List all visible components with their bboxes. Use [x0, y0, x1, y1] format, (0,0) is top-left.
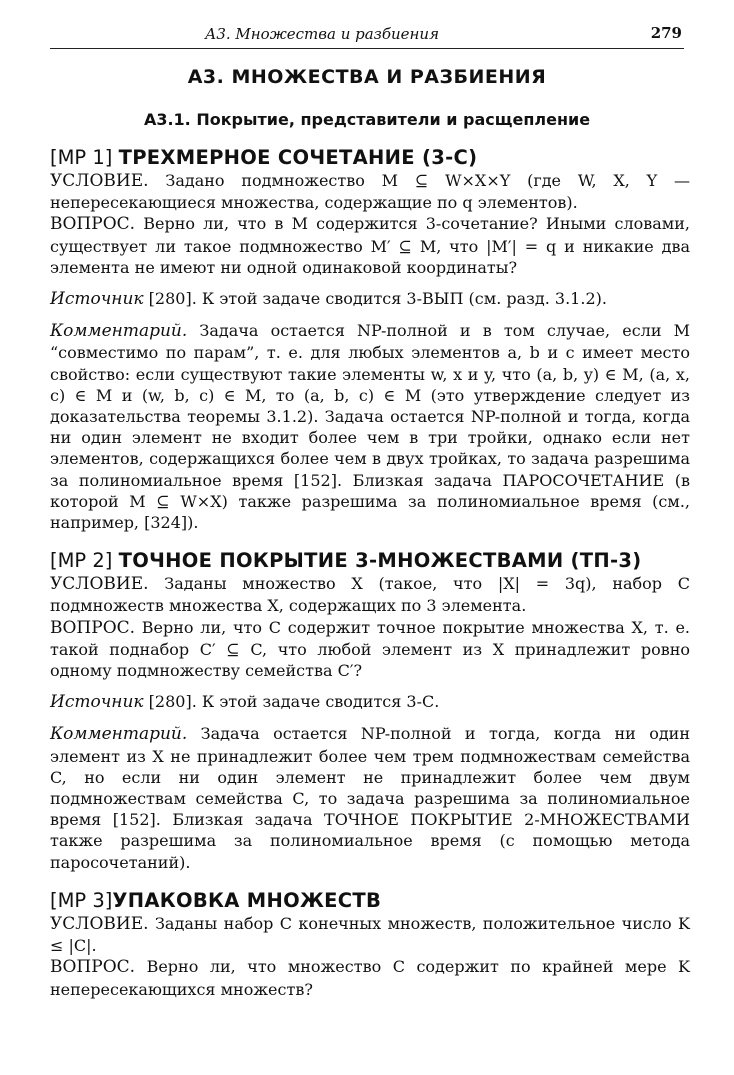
question-text: Верно ли, что C содержит точное покрытие множества X, т. е. такой поднабор C′ ⊆ C, что любой элемент из X принадлежит ровно одному подмножеству семейства C′? [50, 617, 690, 681]
question-text: Верно ли, что множество C содержит по крайней мере K непересекающихся множеств? [50, 957, 690, 999]
condition-label: УСЛОВИЕ. [50, 574, 149, 595]
comment-paragraph [50, 320, 690, 533]
problem-ref: [МР 1] [50, 146, 113, 169]
comment-paragraph [50, 723, 690, 872]
question-label: ВОПРОС. [50, 957, 136, 978]
problem-entry [50, 549, 690, 873]
problem-heading [50, 549, 690, 573]
problem-heading [50, 146, 690, 170]
running-header [50, 24, 684, 49]
comment-text: Задача остается NP-полной и в том случае, если M “совместимо по парам”, т. е. для любых элементов a, b и c имеет место свойство: если существуют такие элементы w, x и y, что (a, b, y) ∈ M, (a, x, c) ∈ M и (w, b, c) ∈ M, то (a, b, c) ∈ M (это утверждение следует из доказательства теоремы 3.1.2). Задача остается NP-полной и тогда, когда ни один элемент не входит более чем в три тройки, однако если нет элементов, содержащихся более чем в двух тройках, то задача разрешима за полиномиальное время [152]. Близкая задача ПАРОСОЧЕТАНИЕ (в которой M ⊆ W×X) также разрешима за полиномиальное время (см., например, [324]). [50, 321, 691, 533]
condition-label: УСЛОВИЕ. [50, 171, 149, 191]
source-text: [280]. К этой задаче сводится 3-ВЫП (см. разд. 3.1.2). [148, 289, 607, 309]
condition-text: Заданы набор C конечных множеств, положительное число K ≤ |C|. [50, 913, 690, 956]
problem-name: ТОЧНОЕ ПОКРЫТИЕ 3-МНОЖЕСТВАМИ (ТП-3) [118, 549, 642, 573]
problem-entry [50, 889, 690, 1000]
problem-ref: [МР 3] [50, 888, 113, 912]
source-label: Источник [50, 289, 144, 310]
source-label: Источник [50, 692, 144, 713]
condition-paragraph [50, 573, 690, 616]
section-title: А3. МНОЖЕСТВА И РАЗБИЕНИЯ [187, 66, 547, 88]
question-paragraph [50, 956, 690, 999]
subsection-title: А3.1. Покрытие, представители и расщепление [143, 110, 591, 129]
problem-name: ТРЕХМЕРНОЕ СОЧЕТАНИЕ (3-С) [118, 146, 478, 169]
comment-label: Комментарий. [50, 321, 188, 342]
source-text: [280]. К этой задаче сводится 3-С. [148, 692, 440, 712]
source-paragraph [50, 288, 690, 310]
question-paragraph [50, 617, 690, 682]
problem-heading [50, 889, 690, 913]
question-label: ВОПРОС. [50, 214, 136, 235]
problem-name: УПАКОВКА МНОЖЕСТВ [112, 888, 382, 912]
running-title: А3. Множества и разбиения [204, 25, 440, 43]
page-number: 279 [650, 24, 682, 42]
source-paragraph [50, 691, 690, 713]
condition-paragraph [50, 913, 690, 956]
question-paragraph [50, 213, 690, 278]
comment-label: Комментарий. [50, 724, 188, 745]
problem-entry [50, 146, 690, 533]
condition-paragraph [50, 170, 690, 213]
page-body [50, 146, 690, 1000]
comment-text: Задача остается NP-полной и тогда, когда ни один элемент из X не принадлежит более чем трем подмножествам семейства C, но если ни один элемент не принадлежит более чем двум подмножествам семейства C, то задача разрешима за полиномиальное время [152]. Близкая задача ТОЧНОЕ ПОКРЫТИЕ 2-МНОЖЕСТВАМИ также разрешима за полиномиальное время (с помощью метода паросочетаний). [50, 724, 690, 872]
condition-text: Задано подмножество M ⊆ W×X×Y (где W, X, Y — непересекающиеся множества, содержащие по q элементов). [50, 171, 691, 213]
question-text: Верно ли, что в M содержится 3-сочетание? Иными словами, существует ли такое подмножество M′ ⊆ M, что |M′| = q и никакие два элемента не имеют ни одной одинаковой координаты? [50, 214, 691, 277]
condition-label: УСЛОВИЕ. [50, 913, 149, 934]
condition-text: Заданы множество X (такое, что |X| = 3q), набор C подмножеств множества X, содержащих по 3 элемента. [50, 574, 690, 616]
question-label: ВОПРОС. [50, 617, 136, 638]
problem-ref: [МР 2] [50, 549, 113, 573]
